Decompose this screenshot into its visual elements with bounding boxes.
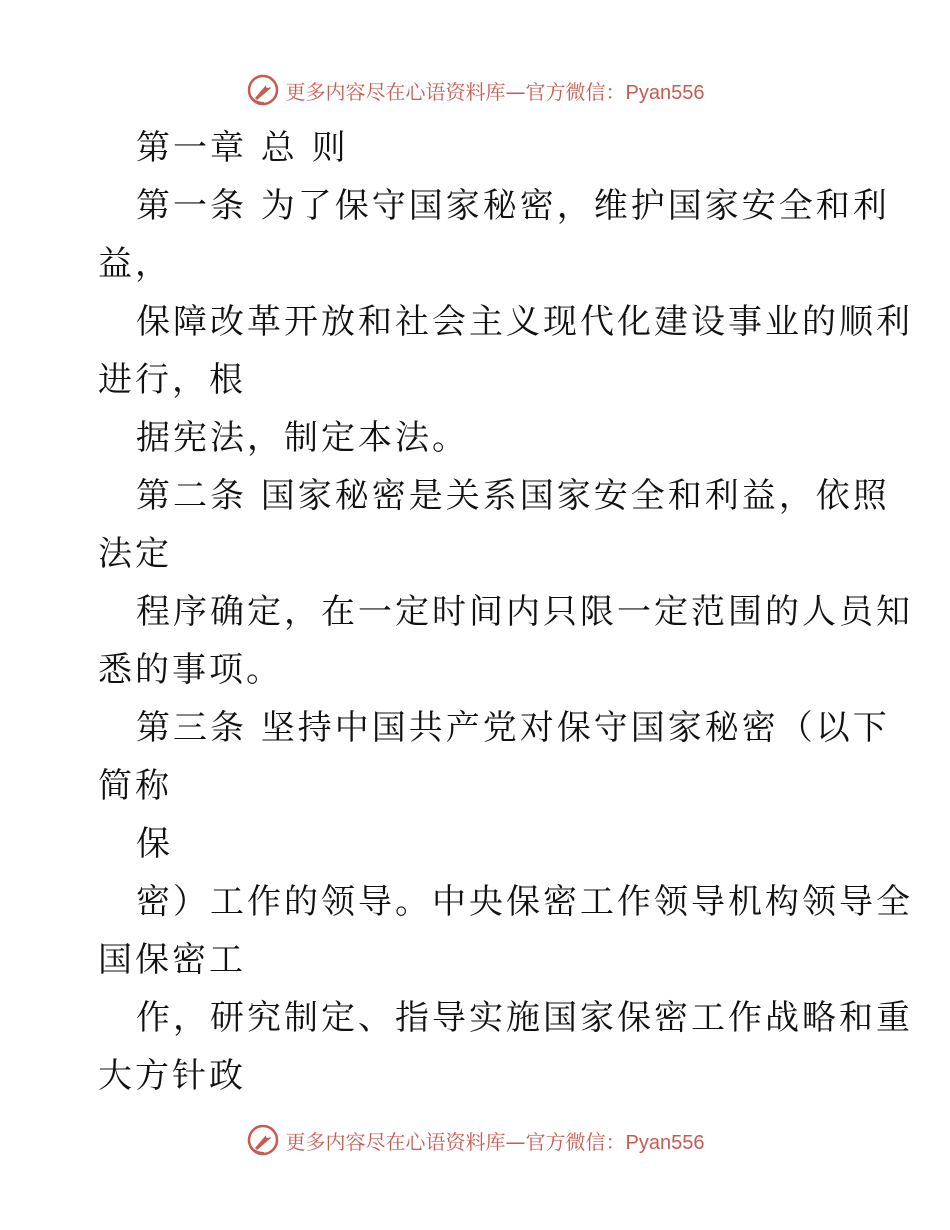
watermark-label: 更多内容尽在心语资料库—官方微信： [285, 1129, 626, 1154]
text-line: 保 [136, 824, 173, 864]
watermark-label: 更多内容尽在心语资料库—官方微信： [285, 79, 626, 104]
text-line: 作，研究制定、指导实施国家保密工作战略和重 [136, 998, 913, 1038]
header-watermark [0, 70, 950, 110]
text-line: 简称 [98, 766, 172, 806]
text-line: 保障改革开放和社会主义现代化建设事业的顺利 [136, 302, 913, 342]
watermark-handle: Pyan556 [625, 1131, 705, 1154]
chapter-heading: 第一章 总 则 [136, 128, 349, 168]
watermark-handle: Pyan556 [625, 81, 705, 104]
watermark-text [286, 1126, 705, 1155]
text-line: 益， [98, 244, 172, 284]
footer-watermark [0, 1120, 950, 1160]
text-line: 进行，根 [98, 360, 246, 400]
text-line: 据宪法，制定本法。 [136, 418, 469, 458]
text-line: 悉的事项。 [98, 650, 283, 690]
pen-nib-logo-icon [246, 1123, 280, 1157]
text-line: 第二条 国家秘密是关系国家安全和利益，依照 [136, 476, 890, 516]
text-line: 第一条 为了保守国家秘密，维护国家安全和利 [136, 186, 890, 226]
watermark-text [286, 76, 705, 105]
text-line: 大方针政 [98, 1056, 246, 1096]
text-line: 程序确定，在一定时间内只限一定范围的人员知 [136, 592, 913, 632]
text-line: 密）工作的领导。中央保密工作领导机构领导全 [136, 882, 913, 922]
text-line: 国保密工 [98, 940, 246, 980]
text-line: 第三条 坚持中国共产党对保守国家秘密（以下 [136, 708, 890, 748]
pen-nib-logo-icon [246, 73, 280, 107]
text-line: 法定 [98, 534, 172, 574]
